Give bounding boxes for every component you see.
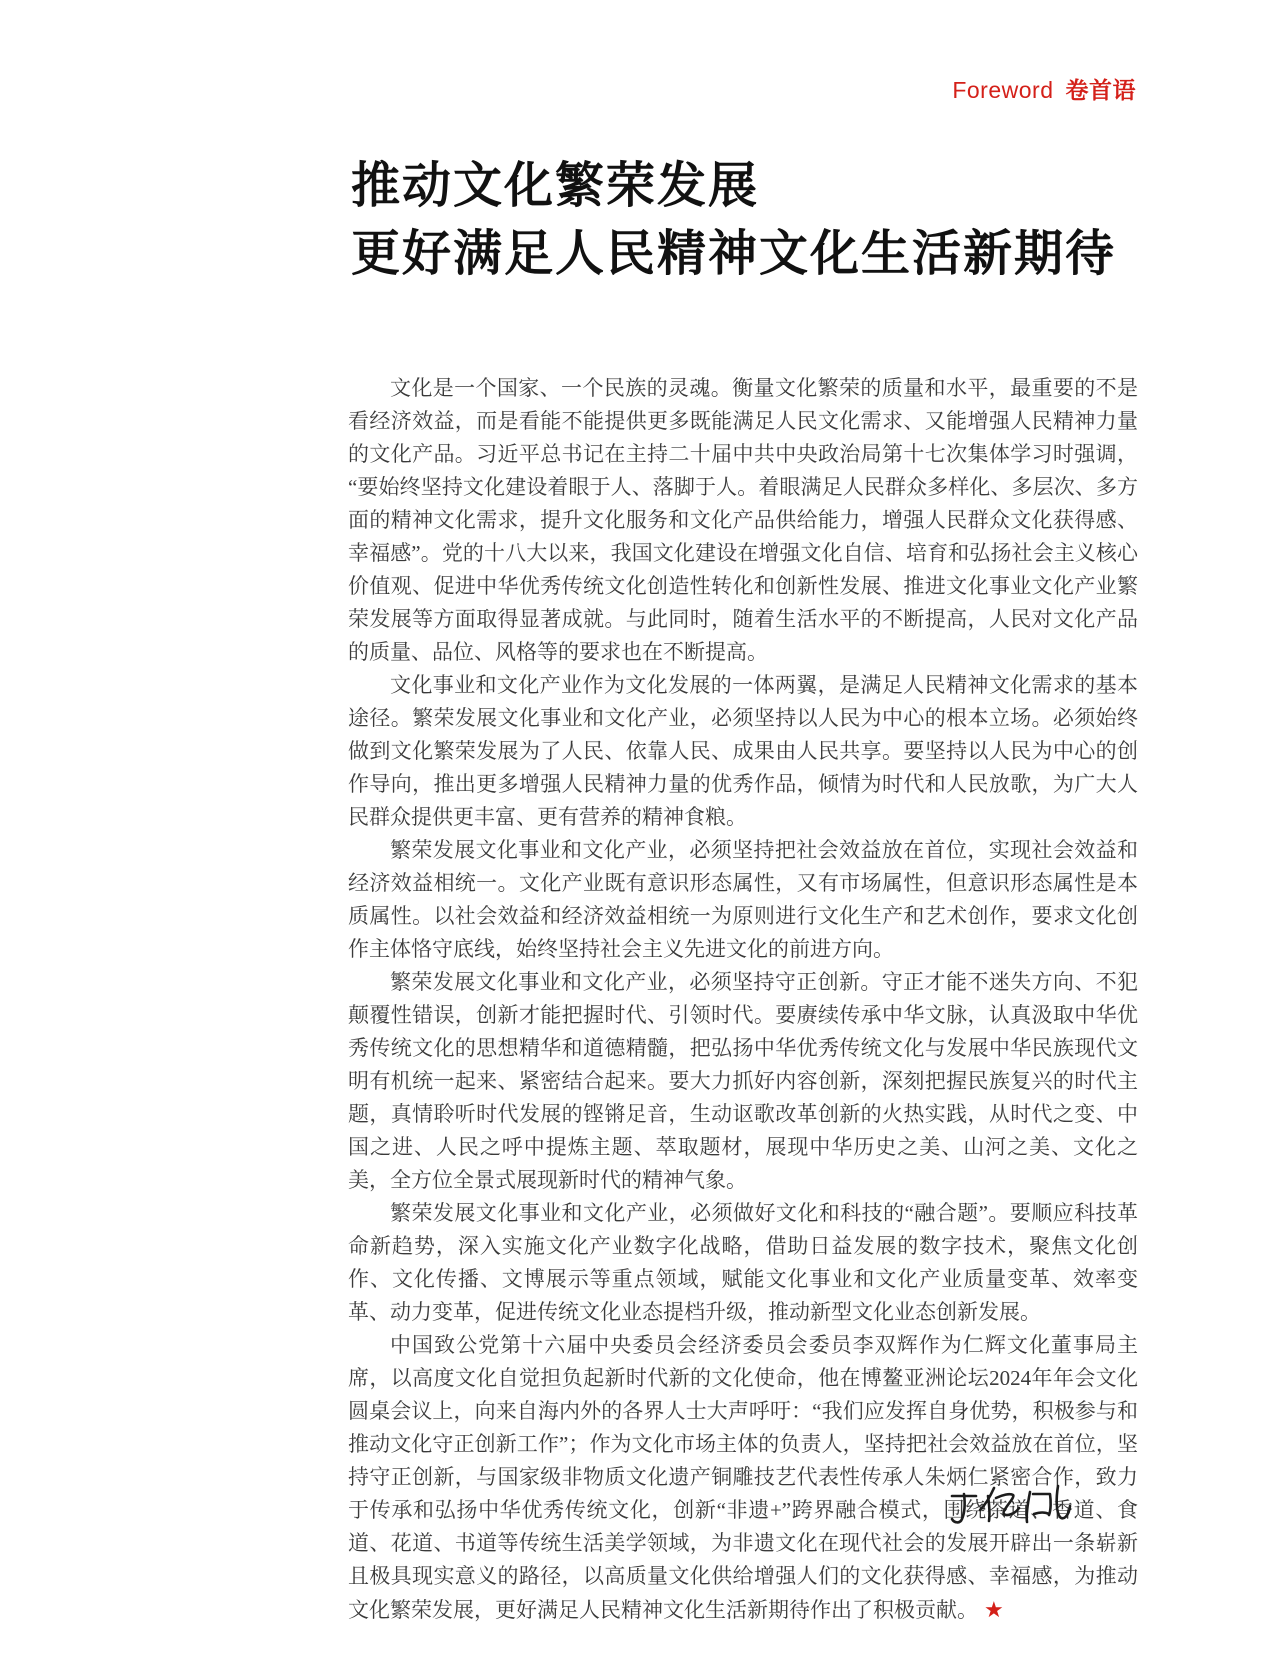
foreword-label-english: Foreword xyxy=(952,77,1054,103)
handwritten-signature xyxy=(946,1474,1086,1536)
foreword-section-label xyxy=(952,72,1136,105)
body-paragraph: 繁荣发展文化事业和文化产业，必须坚持把社会效益放在首位，实现社会效益和经济效益相统一。文化产业既有意识形态属性，又有市场属性，但意识形态属性是本质属性。以社会效益和经济效益相统一为原则进行文化生产和艺术创作，要求文化创作主体恪守底线，始终坚持社会主义先进文化的前进方向。 xyxy=(348,838,1138,961)
article-body xyxy=(348,372,1138,1627)
signature-strokes xyxy=(946,1474,1086,1536)
body-paragraph: 繁荣发展文化事业和文化产业，必须做好文化和科技的“融合题”。要顺应科技革命新趋势，深入实施文化产业数字化战略，借助日益发展的数字技术，聚焦文化创作、文化传播、文博展示等重点领域，赋能文化事业和文化产业质量变革、效率变革、动力变革，促进传统文化业态提档升级，推动新型文化业态创新发展。 xyxy=(348,1201,1138,1324)
body-paragraph: 中国致公党第十六届中央委员会经济委员会委员李双辉作为仁辉文化董事局主席，以高度文化自觉担负起新时代新的文化使命，他在博鳌亚洲论坛2024年年会文化圆桌会议上，向来自海内外的各界人士大声呼吁：“我们应发挥自身优势，积极参与和推动文化守正创新工作”；作为文化市场主体的负责人，坚持把社会效益放在首位，坚持守正创新，与国家级非物质文化遗产铜雕技艺代表性传承人朱炳仁紧密合作，致力于传承和弘扬中华优秀传统文化，创新“非遗+”跨界融合模式，围绕茶道、香道、食道、花道、书道等传统生活美学领域，为非遗文化在现代社会的发展开辟出一条崭新且极具现实意义的路径，以高质量文化供给增强人们的文化获得感、幸福感，为推动文化繁荣发展，更好满足人民精神文化生活新期待作出了积极贡献。 ★ xyxy=(348,1333,1138,1622)
article-title-line1: 推动文化繁荣发展 xyxy=(351,158,760,213)
article-title xyxy=(351,152,1116,288)
end-star-icon: ★ xyxy=(984,1597,1004,1622)
body-paragraph: 繁荣发展文化事业和文化产业，必须坚持守正创新。守正才能不迷失方向、不犯颠覆性错误，创新才能把握时代、引领时代。要赓续传承中华文脉，认真汲取中华优秀传统文化的思想精华和道德精髓，把弘扬中华优秀传统文化与发展中华民族现代文明有机统一起来、紧密结合起来。要大力抓好内容创新，深刻把握民族复兴的时代主题，真情聆听时代发展的铿锵足音，生动讴歌改革创新的火热实践，从时代之变、中国之进、人民之呼中提炼主题、萃取题材，展现中华历史之美、山河之美、文化之美，全方位全景式展现新时代的精神气象。 xyxy=(348,970,1138,1192)
body-paragraph: 文化是一个国家、一个民族的灵魂。衡量文化繁荣的质量和水平，最重要的不是看经济效益，而是看能不能提供更多既能满足人民文化需求、又能增强人民精神力量的文化产品。习近平总书记在主持二十届中共中央政治局第十七次集体学习时强调，“要始终坚持文化建设着眼于人、落脚于人。着眼满足人民群众多样化、多层次、多方面的精神文化需求，提升文化服务和文化产品供给能力，增强人民群众文化获得感、幸福感”。党的十八大以来，我国文化建设在增强文化自信、培育和弘扬社会主义核心价值观、促进中华优秀传统文化创造性转化和创新性发展、推进文化事业文化产业繁荣发展等方面取得显著成就。与此同时，随着生活水平的不断提高，人民对文化产品的质量、品位、风格等的要求也在不断提高。 xyxy=(348,376,1138,664)
foreword-label-chinese: 卷首语 xyxy=(1065,77,1136,103)
article-title-line2: 更好满足人民精神文化生活新期待 xyxy=(351,226,1117,281)
body-paragraph: 文化事业和文化产业作为文化发展的一体两翼，是满足人民精神文化需求的基本途径。繁荣发展文化事业和文化产业，必须坚持以人民为中心的根本立场。必须始终做到文化繁荣发展为了人民、依靠人民、成果由人民共享。要坚持以人民为中心的创作导向，推出更多增强人民精神力量的优秀作品，倾情为时代和人民放歌，为广大人民群众提供更丰富、更有营养的精神食粮。 xyxy=(348,673,1138,829)
